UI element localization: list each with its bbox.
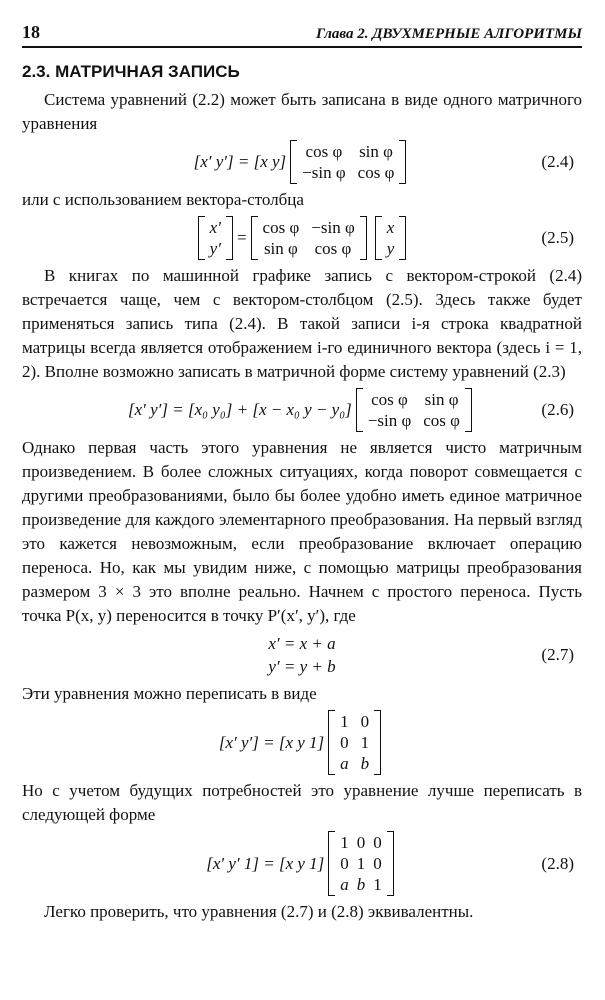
matrix-cell: x [386, 218, 395, 237]
matrix-cell: 0 [373, 854, 382, 873]
matrix-cell: −sin φ [302, 163, 346, 182]
matrix-cell: x′ [209, 218, 221, 237]
matrix-cell: a [340, 754, 349, 773]
matrix-cell: 0 [340, 733, 349, 752]
chapter-title: Глава 2. ДВУХМЕРНЫЕ АЛГОРИТМЫ [315, 26, 582, 42]
matrix-cell: sin φ [359, 142, 393, 161]
vector [198, 216, 233, 260]
paragraph: Эти уравнения можно переписать в виде [22, 684, 317, 703]
matrix-cell: 0 [340, 854, 349, 873]
matrix-cell: y [386, 239, 395, 258]
equation-number: (2.5) [541, 228, 574, 247]
matrix-cell: b [360, 754, 370, 773]
matrix-cell: b [356, 875, 366, 894]
equation-2-8 [22, 831, 582, 896]
equation-lhs: [x′ y′] = [x y] [193, 152, 287, 171]
paragraph: Однако первая часть этого уравнения не является чисто матричным произведением. В более сложных ситуациях, когда поворот совмещается с другими преобразованиями, было бы более удобно иметь единое матричное произведение для каждого элементарного преобразования. На первый взгляд это кажется невозможным, если преобразование включает операцию переноса. Но, как мы увидим ниже, с помощью матрицы преобразования размером 3 × 3 это вполне реально. Начнем с простого переноса. Пусть точка P(x, y) переносится в точку P′(x′, y′), где [22, 438, 582, 625]
matrix-cell: 1 [340, 833, 349, 852]
equation-line: x′ = x + a [268, 634, 336, 653]
paragraph: Легко проверить, что уравнения (2.7) и (2.8) эквивалентны. [44, 902, 474, 921]
equation-2-7 [22, 632, 582, 678]
matrix-cell: sin φ [263, 239, 298, 258]
matrix-cell: 1 [360, 733, 370, 752]
vector [375, 216, 407, 260]
equation-homogeneous-2x3 [22, 710, 582, 775]
matrix-cell: a [340, 875, 349, 894]
equals-sign: = [236, 228, 247, 247]
matrix-cell: −sin φ [311, 218, 355, 237]
running-header [22, 22, 582, 48]
matrix-cell: 1 [356, 854, 366, 873]
paragraph: Система уравнений (2.2) может быть записана в виде одного матричного уравнения [22, 90, 582, 133]
equation-system [268, 632, 335, 678]
matrix-cell: cos φ [371, 390, 408, 409]
equation-lhs: [x′ y′] = [x₀ y₀] + [x − x₀ y − y₀] [127, 400, 352, 419]
book-page [22, 22, 582, 924]
equation-number: (2.8) [541, 853, 574, 873]
equation-line: y′ = y + b [268, 657, 336, 676]
paragraph: Но с учетом будущих потребностей это уравнение лучше переписать в следующей форме [22, 781, 582, 824]
equation-2-6 [22, 388, 582, 432]
matrix-cell: cos φ [357, 163, 395, 182]
matrix-cell: 1 [340, 712, 349, 731]
section-title: 2.3. МАТРИЧНАЯ ЗАПИСЬ [22, 62, 240, 81]
equation-lhs: [x′ y′] = [x y 1] [218, 732, 325, 752]
matrix [356, 388, 472, 432]
matrix-cell: cos φ [262, 218, 300, 237]
matrix-cell: 0 [356, 833, 366, 852]
matrix-cell: y′ [209, 239, 221, 258]
matrix-cell: cos φ [423, 411, 460, 430]
matrix [328, 831, 394, 896]
matrix-cell: sin φ [424, 390, 459, 409]
equation-number: (2.7) [541, 645, 574, 664]
paragraph: В книгах по машинной графике запись с вектором-строкой (2.4) встречается чаще, чем с вектором-столбцом (2.5). Здесь также будет применяться запись типа (2.4). В такой записи i-я строка квадратной матрицы всегда является отображением i-го единичного вектора (здесь i = 1, 2). Вполне возможно записать в матричной форме систему уравнений (2.3) [22, 266, 582, 381]
matrix-cell: 0 [373, 833, 382, 852]
equation-number: (2.6) [541, 400, 574, 419]
matrix-cell: 0 [360, 712, 370, 731]
matrix [328, 710, 381, 775]
equation-number: (2.4) [541, 152, 574, 171]
equation-2-5 [22, 216, 582, 260]
matrix-cell: 1 [373, 875, 382, 894]
equation-lhs: [x′ y′ 1] = [x y 1] [206, 853, 325, 873]
paragraph: или с использованием вектора-столбца [22, 190, 304, 209]
matrix [251, 216, 367, 260]
matrix-cell: cos φ [305, 142, 343, 161]
matrix [290, 140, 406, 184]
equation-2-4 [22, 140, 582, 184]
matrix-cell: cos φ [314, 239, 352, 258]
page-number: 18 [22, 22, 40, 42]
matrix-cell: −sin φ [367, 411, 412, 430]
